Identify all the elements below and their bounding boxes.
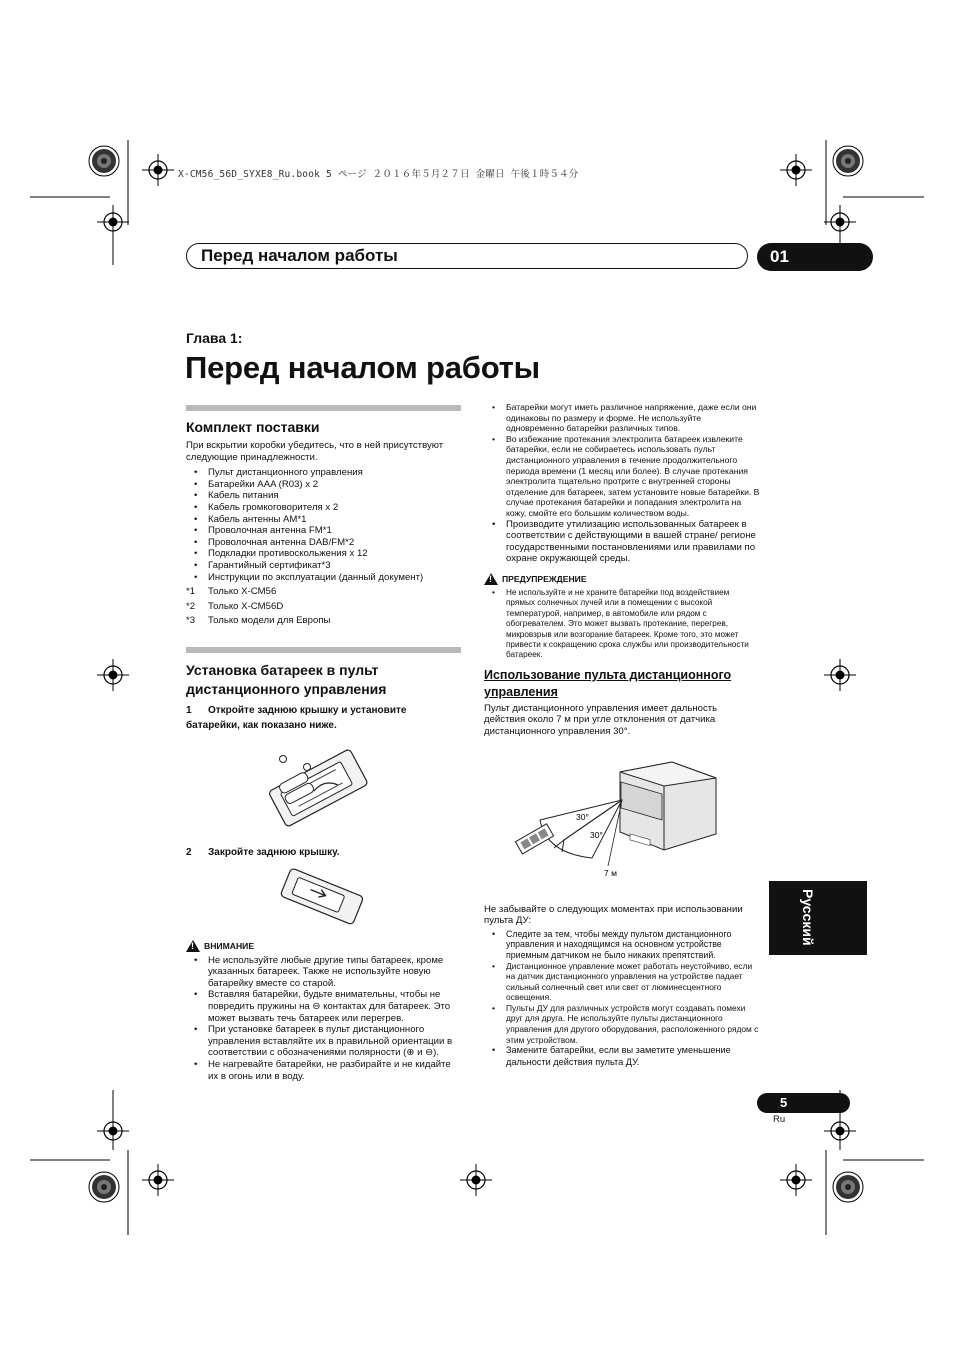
step-2: 2 Закройте заднюю крышку. <box>186 846 340 858</box>
list-item: • Проволочная антенна FM*1 <box>186 525 461 537</box>
list-item: • Производите утилизацию использованных батареек в соответствии с действующими в вашей стране/ регионе государственными постановлениями или правилами по охране окружающей среды. <box>484 519 760 565</box>
list-item: • Дистанционное управление может работать неустойчиво, если на датчик дистанционного управления на устройстве падает сильный солнечный свет или свет от люминесцентного освещения. <box>484 961 760 1003</box>
list-item: • Во избежание протекания электролита батареек извлеките батарейки, если не собираетесь использовать пульт дистанционного управления в течение продолжительного периода времени (1 месяц или более). В случае протекания электролита тщательно протрите с внутренней стороны отделение для батареек, затем установите новые батарейки. В случае протекания батарейки и попадания электролита на кожу, смойте его большим количеством воды. <box>484 434 760 519</box>
list-item: • Проволочная антенна DAB/FM*2 <box>186 537 461 549</box>
chapter-title: Перед началом работы <box>185 350 540 385</box>
page-number-badge: 5 <box>757 1093 850 1113</box>
remember-list <box>484 929 760 1069</box>
list-item: • Не нагревайте батарейки, не разбирайте и не кидайте их в огонь или в воду. <box>186 1059 461 1082</box>
step-1: 1 Откройте заднюю крышку и установите батарейки, как показано ниже. <box>186 704 407 731</box>
footnote: *2 Только X-CM56D <box>186 600 284 612</box>
list-item: • Пульты ДУ для различных устройств могут создавать помехи друг для друга. Не используйте пульты дистанционного управления для другого оборудования, расположенного рядом с этим устройством. <box>484 1003 760 1045</box>
left-column <box>186 405 461 1082</box>
section-divider <box>186 405 461 411</box>
battery-notes-list <box>484 402 760 565</box>
caution-heading: ! ВНИМАНИЕ <box>186 940 461 952</box>
list-item: • Замените батарейки, если вы заметите уменьшение дальности действия пульта ДУ. <box>484 1045 760 1068</box>
list-item: • Кабель антенны AM*1 <box>186 514 461 526</box>
footnote: *1 Только X-CM56 <box>186 586 277 598</box>
list-item: • Кабель питания <box>186 490 461 502</box>
chapter-number-badge: 01 <box>757 243 873 271</box>
footnotes <box>186 585 461 629</box>
battery-cover-illustration <box>186 868 461 928</box>
section-title-batteries: Установка батареек в пульт дистанционного управления <box>186 661 387 697</box>
list-item: • Не используйте любые другие типы батареек, кроме указанных батареек. Также не используйте новую батарейку вместе со старой. <box>186 955 461 990</box>
distance-label: 7 м <box>604 867 617 878</box>
warning-triangle-icon <box>484 573 498 585</box>
page-language: Ru <box>773 1114 786 1125</box>
footnote: *3 Только модели для Европы <box>186 615 331 627</box>
package-list <box>186 467 461 583</box>
list-item: • Пульт дистанционного управления <box>186 467 461 479</box>
print-header: X-CM56_56D_SYXE8_Ru.book 5 ページ ２０１６年５月２７日 金曜日 午後１時５４分 <box>178 169 579 180</box>
list-item: • Кабель громкоговорителя x 2 <box>186 502 461 514</box>
chapter-label: Глава 1: <box>186 330 243 346</box>
package-intro: При вскрытии коробки убедитесь, что в ней присутствуют следующие принадлежности. <box>186 440 444 463</box>
list-item: • Вставляя батарейки, будьте внимательны, чтобы не повредить пружины на ⊖ контактах для батареек. Это может вызвать течь батареек или перегрев. <box>186 989 461 1024</box>
list-item: • Гарантийный сертификат*3 <box>186 560 461 572</box>
section-divider <box>186 647 461 653</box>
language-side-tab <box>769 881 867 955</box>
list-item: • Следите за тем, чтобы между пультом дистанционного управления и находящимся на основном устройстве приемным датчиком не было никаких препятствий. <box>484 929 760 961</box>
list-item: • Инструкции по эксплуатации (данный документ) <box>186 572 461 584</box>
header-title: Перед началом работы <box>201 246 398 265</box>
list-item: • Подкладки противоскольжения x 12 <box>186 548 461 560</box>
list-item: • Не используйте и не храните батарейки под воздействием прямых солнечных лучей или в помещении с высокой температурой, например, в автомобиле или рядом с обогревателем. Это может вызвать протекание, перегрев, микровзрыв или возгорание батареек. Кроме того, это может привести к сокращению срока службы или производительности батареек. <box>484 588 760 661</box>
remote-range-diagram <box>484 758 760 898</box>
language-tab-label: Русский <box>800 889 816 946</box>
warning-triangle-icon <box>186 940 200 952</box>
remember-intro: Не забывайте о следующих моментах при использовании пульта ДУ: <box>484 903 743 927</box>
right-column <box>484 402 760 1068</box>
list-item: • При установке батареек в пульт дистанционного управления вставляйте их в правильной ориентации в соответствии с обозначениями полярности (⊕ и ⊖). <box>186 1024 461 1059</box>
warning-list <box>484 588 760 661</box>
angle-top-label: 30° <box>576 811 589 822</box>
list-item: • Батарейки могут иметь различное напряжение, даже если они одинаковы по размеру и форме. Не используйте одновременно батарейки различных типов. <box>484 402 760 434</box>
list-item: • Батарейки AAA (R03) x 2 <box>186 479 461 491</box>
remote-section-title: Использование пульта дистанционного управления <box>484 667 732 699</box>
battery-insert-illustration <box>186 747 461 837</box>
section-title-package: Комплект поставки <box>186 419 320 435</box>
warning-heading: ! ПРЕДУПРЕЖДЕНИЕ <box>484 573 760 585</box>
angle-bottom-label: 30° <box>590 829 603 840</box>
caution-list <box>186 955 461 1083</box>
remote-intro: Пульт дистанционного управления имеет дальность действия около 7 м при угле отклонения от датчика дистанционного управления 30°. <box>484 702 718 737</box>
